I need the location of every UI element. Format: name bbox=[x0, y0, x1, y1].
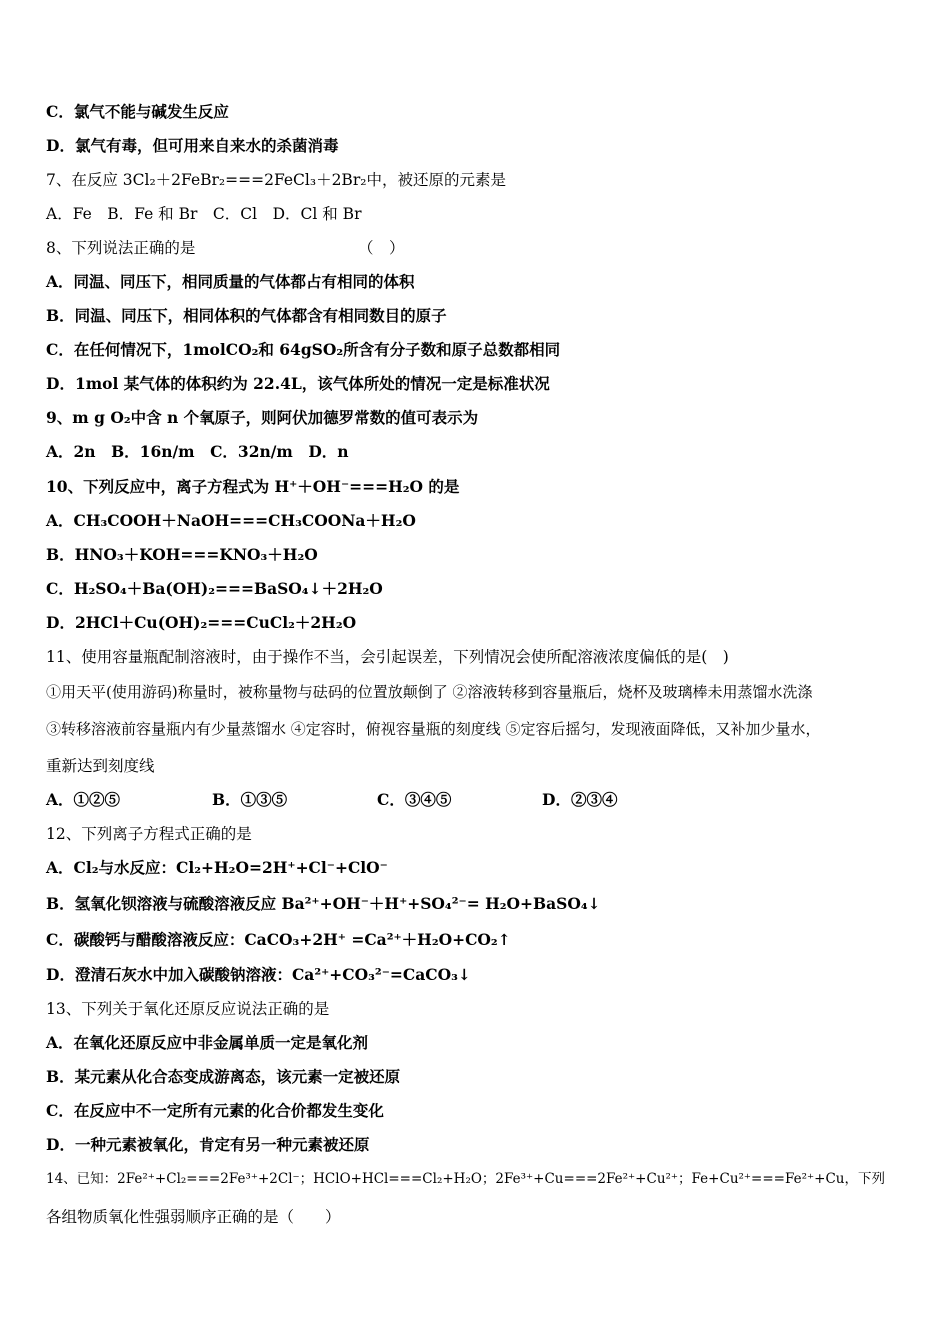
q11-stem: 11、使用容量瓶配制溶液时，由于操作不当，会引起误差，下列情况会使所配溶液浓度偏低的是( ) bbox=[46, 648, 729, 666]
q12-option-b: B．氢氧化钡溶液与硫酸溶液反应 Ba²⁺+OH⁻＋H⁺+SO₄²⁻= H₂O+BaSO₄↓ bbox=[46, 894, 601, 913]
q7-stem: 7、在反应 3Cl₂＋2FeBr₂===2FeCl₃＋2Br₂中，被还原的元素是 bbox=[46, 171, 506, 189]
q8-option-d: D．1mol 某气体的体积约为 22.4L，该气体所处的情况一定是标准状况 bbox=[46, 374, 550, 393]
q11-option-d: D．②③④ bbox=[542, 790, 618, 809]
q12-stem: 12、下列离子方程式正确的是 bbox=[46, 825, 252, 843]
q10-stem: 10、下列反应中，离子方程式为 H⁺＋OH⁻===H₂O 的是 bbox=[46, 477, 460, 496]
q11-option-a: A．①②⑤ bbox=[46, 790, 121, 809]
q13-option-d: D．一种元素被氧化，肯定有另一种元素被还原 bbox=[46, 1135, 370, 1154]
q8-stem: 8、下列说法正确的是 bbox=[46, 239, 196, 257]
q7-options: A．Fe B．Fe 和 Br C．Cl D．Cl 和 Br bbox=[46, 205, 362, 223]
q13-option-b: B．某元素从化合态变成游离态，该元素一定被还原 bbox=[46, 1067, 401, 1086]
q9-stem: 9、m g O₂中含 n 个氧原子，则阿伏加德罗常数的值可表示为 bbox=[46, 408, 479, 427]
q12-option-c: C．碳酸钙与醋酸溶液反应：CaCO₃+2H⁺ =Ca²⁺＋H₂O+CO₂↑ bbox=[46, 930, 511, 949]
q13-option-a: A．在氧化还原反应中非金属单质一定是氧化剂 bbox=[46, 1033, 369, 1052]
q13-option-c: C．在反应中不一定所有元素的化合价都发生变化 bbox=[46, 1101, 384, 1120]
q6-option-c: C．氯气不能与碱发生反应 bbox=[46, 102, 229, 121]
q8-option-b: B．同温、同压下，相同体积的气体都含有相同数目的原子 bbox=[46, 306, 447, 325]
q10-option-b: B．HNO₃＋KOH===KNO₃＋H₂O bbox=[46, 545, 318, 564]
q10-option-d: D．2HCl＋Cu(OH)₂===CuCl₂＋2H₂O bbox=[46, 613, 357, 632]
q8-option-c: C．在任何情况下，1molCO₂和 64gSO₂所含有分子数和原子总数都相同 bbox=[46, 340, 561, 359]
q10-option-a: A．CH₃COOH＋NaOH===CH₃COONa＋H₂O bbox=[46, 511, 416, 530]
q8-answer-bracket: （ ） bbox=[358, 239, 405, 257]
q10-option-c: C．H₂SO₄＋Ba(OH)₂===BaSO₄↓＋2H₂O bbox=[46, 579, 383, 598]
q12-option-a: A．Cl₂与水反应：Cl₂+H₂O=2H⁺+Cl⁻+ClO⁻ bbox=[46, 858, 388, 877]
q8-option-a: A．同温、同压下，相同质量的气体都占有相同的体积 bbox=[46, 272, 415, 291]
q14-stem-line2: 各组物质氧化性强弱顺序正确的是（ ） bbox=[46, 1208, 341, 1226]
q6-option-d: D．氯气有毒，但可用来自来水的杀菌消毒 bbox=[46, 136, 339, 155]
q11-conditions-line2: ③转移溶液前容量瓶内有少量蒸馏水 ④定容时，俯视容量瓶的刻度线 ⑤定容后摇匀，发现液面降低，又补加少量水， bbox=[46, 720, 821, 738]
q13-stem: 13、下列关于氧化还原反应说法正确的是 bbox=[46, 1000, 330, 1018]
q11-conditions-line3: 重新达到刻度线 bbox=[46, 757, 155, 775]
q11-option-b: B．①③⑤ bbox=[212, 790, 288, 809]
q11-option-c: C．③④⑤ bbox=[377, 790, 452, 809]
q14-stem-line1: 14、已知：2Fe²⁺+Cl₂===2Fe³⁺+2Cl⁻；HClO+HCl===Cl₂+H₂O；2Fe³⁺+Cu===2Fe²⁺+Cu²⁺；Fe+Cu²⁺===Fe²⁺+Cu，下列 bbox=[46, 1171, 885, 1187]
q12-option-d: D．澄清石灰水中加入碳酸钠溶液：Ca²⁺+CO₃²⁻=CaCO₃↓ bbox=[46, 965, 471, 984]
q11-conditions-line1: ①用天平(使用游码)称量时，被称量物与砝码的位置放颠倒了 ②溶液转移到容量瓶后，烧杯及玻璃棒未用蒸馏水洗涤 bbox=[46, 683, 813, 701]
q9-options: A．2n B．16n/m C．32n/m D．n bbox=[46, 442, 349, 461]
